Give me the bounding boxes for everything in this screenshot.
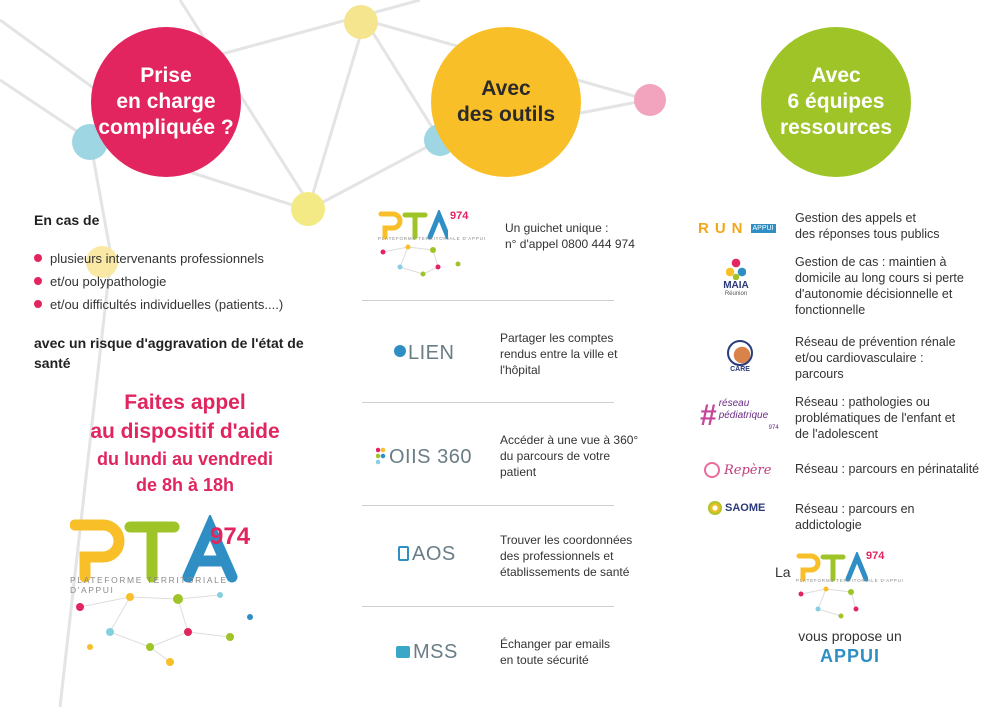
team-logo-words [719,398,779,434]
separator [362,505,614,506]
tool-text-line: Trouver les coordonnées [500,533,633,547]
footer-prefix: La [775,564,791,580]
team-text-line: Réseau : pathologies ou [795,395,930,409]
team-logo-text: RUN [698,219,749,237]
team-text-reseau-pediatrique [795,394,980,442]
footer-pta-number: 974 [866,550,885,562]
callout-line: du lundi au vendredi [96,449,273,469]
team-text-line: de l'adolescent [795,427,879,441]
pta-number: 974 [210,523,251,550]
bubble-avec-6-equipes [761,27,911,177]
bubble-line: des outils [456,103,556,126]
footer-pta-block [770,550,930,670]
callout-line: Faites appel [124,391,246,414]
bullet-item: et/ou polypathologie [34,273,283,296]
deco-dot-pink-right [634,84,666,116]
tool-text-line: du parcours de votre [500,449,611,463]
flower-icon [708,501,722,515]
tool-text-line: l'hôpital [500,363,541,377]
tool-logo-aos [398,543,456,566]
bubble-avec-des-outils [431,27,581,177]
pta-logo-large [70,515,270,665]
callout-line: au dispositif d'aide [90,420,280,443]
tool-text-line: Accéder à une vue à 360° [500,433,639,447]
tool-text-line: rendus entre la ville et [500,347,618,361]
bubble-prise-en-charge [91,27,241,177]
separator [362,402,614,403]
footer-pta-dots [796,584,896,624]
team-text-line: et/ou cardiovasculaire : [795,351,924,365]
tool-logo-text: OIIS 360 [389,446,472,468]
hashtag-icon: # [700,399,717,432]
team-logo-saome [708,498,788,518]
bullet-item: et/ou difficultés individuelles (patients....) [34,296,283,319]
tool-logo-text: LIEN [408,342,455,364]
link-icon [394,345,406,357]
tool-text-aos [500,532,640,580]
team-text-line: des réponses tous publics [795,227,940,241]
team-logo-text: Repère [724,462,772,478]
footer-pta-subtitle: PLATEFORME TERRITORIALE D'APPUI [796,578,904,583]
team-text-line: parcours [795,367,844,381]
lock-icon [396,646,410,658]
team-logo-maia [716,258,756,318]
team-logo-repere [704,458,784,482]
team-text-line: problématiques de l'enfant et [795,411,956,425]
intro-text: En cas de [34,212,100,228]
bubble-line: compliquée ? [98,116,234,139]
footer-line2: APPUI [819,646,880,666]
oiis-dots-icon [376,447,386,465]
deco-dot-yellow-mid [291,192,325,226]
pta-dots-graphic [70,587,270,667]
team-logo-run [698,218,780,238]
team-text-care [795,334,980,382]
bubble-line: Prise [140,64,192,87]
pta-small-number: 974 [450,210,469,222]
tool-logo-mss [396,641,458,664]
tool-text-line: n° d'appel 0800 444 974 [505,237,635,251]
separator [362,300,614,301]
tool-logo-oiis [376,446,472,469]
tool-text-guichet [505,220,655,252]
deco-dot-yellow-top [344,5,378,39]
team-text-line: Gestion des appels et [795,211,916,225]
bubble-line: Avec [481,77,531,100]
tool-text-line: patient [500,465,537,479]
bullet-list [34,250,283,319]
bubble-line: 6 équipes [787,90,885,113]
team-text-line: Réseau : parcours en périnatalité [795,462,980,476]
team-text-saome [795,501,980,533]
bubble-line: Avec [811,64,861,87]
tool-text-mss [500,636,640,668]
pta-subtitle: PLATEFORME TERRITORIALE D'APPUI [70,575,228,595]
bubble-line: ressources [779,116,893,139]
team-text-line: fonctionnelle [795,303,866,317]
callout [40,388,330,498]
footer-line1: vous propose un [798,628,902,644]
team-text-line: domicile au long cours si perte [795,271,964,285]
team-text-line: Réseau de prévention rénale [795,335,956,349]
team-logo-sub: Réunion [724,291,748,297]
tool-text-line: Partager les comptes [500,331,614,345]
tool-text-lien [500,330,640,378]
pta-small-subtitle: PLATEFORME TERRITORIALE D'APPUI [378,236,486,241]
separator [362,606,614,607]
tool-logo-text: MSS [413,641,458,663]
team-logo-text: MAIA [723,280,749,291]
tool-text-oiis [500,432,640,480]
team-logo-care [722,336,758,376]
risk-text: avec un risque d'aggravation de l'état de santé [34,335,304,371]
team-text-repere [795,461,980,477]
tool-logo-pta [378,210,486,280]
aos-icon [398,546,409,561]
team-text-maia [795,254,980,318]
pta-small-dots [378,242,478,282]
tool-text-line: établissements de santé [500,565,630,579]
tool-text-line: en toute sécurité [500,653,589,667]
bullet-item: plusieurs intervenants professionnels [34,250,283,273]
callout-line: de 8h à 18h [135,475,235,495]
team-logo-text: CARE [730,365,750,373]
team-text-run [795,210,980,242]
team-logo-text: SAOME [725,502,766,514]
tool-text-line: Échanger par emails [500,637,611,651]
heart-kidney-icon [727,340,753,366]
team-logo-text: réseau pédiatrique [718,398,769,421]
team-logo-num: 974 [768,425,779,431]
team-text-line: Gestion de cas : maintien à [795,255,947,269]
team-text-line: d'autonomie décisionnelle et [795,287,953,301]
bubble-line: en charge [116,90,216,113]
tool-logo-lien [394,342,454,365]
baby-icon [704,462,720,478]
tool-text-line: des professionnels et [500,549,614,563]
maia-figure-icon [726,258,746,280]
team-logo-reseau-pediatrique [700,398,790,434]
tool-logo-text: AOS [412,543,456,565]
tool-text-line: Un guichet unique : [505,221,609,235]
team-logo-tag: APPUI [752,224,774,232]
team-text-line: Réseau : parcours en addictologie [795,502,915,532]
